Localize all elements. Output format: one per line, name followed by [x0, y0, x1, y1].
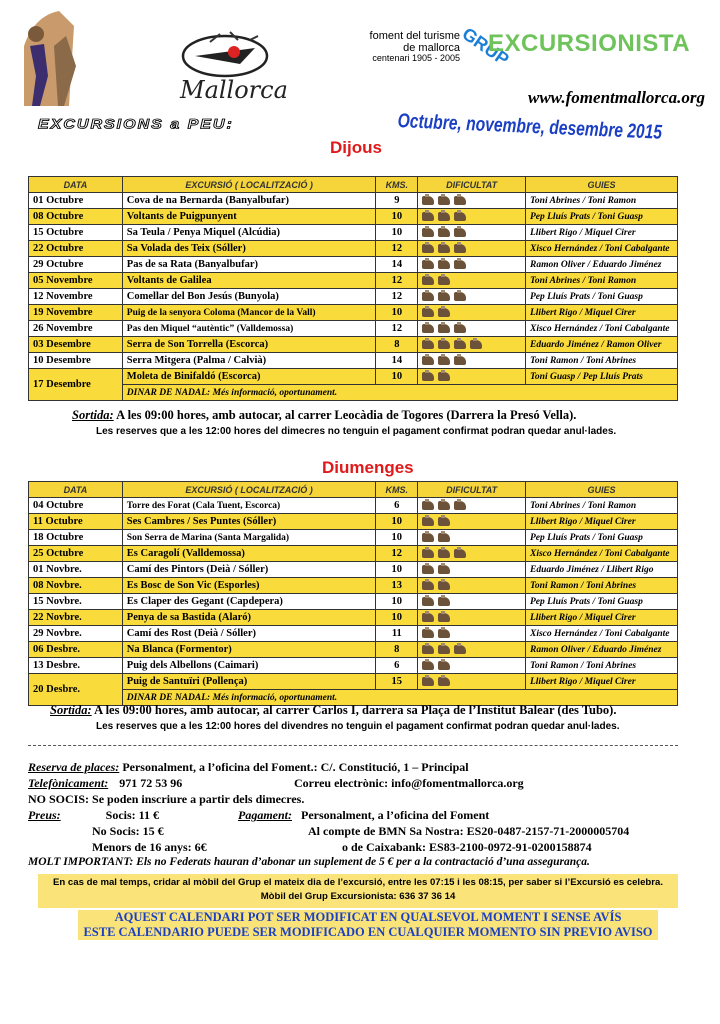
boot-icon [470, 340, 482, 349]
boot-icon [438, 629, 450, 638]
boot-icon [454, 260, 466, 269]
dificultat-cell [418, 498, 526, 514]
excursio-cell: Sa Teula / Penya Miquel (Alcúdia) [122, 225, 376, 241]
col-excursio: EXCURSIÓ ( LOCALITZACIÓ ) [122, 482, 376, 498]
pagament-label: Pagament: [238, 808, 292, 822]
diumenges-heading: Diumenges [322, 458, 414, 477]
boot-icon [422, 533, 434, 542]
excursio-cell: Moleta de Binifaldó (Escorca) [122, 369, 376, 385]
date-cell: 22 Novbre. [29, 610, 123, 626]
table-row [29, 225, 678, 241]
boot-icon [422, 629, 434, 638]
col-guies: GUIES [525, 177, 677, 193]
foment-line2: de mallorca [403, 42, 460, 54]
date-cell: 29 Novbre. [29, 626, 123, 642]
boot-icon [454, 356, 466, 365]
table-row [29, 674, 678, 690]
foment-line1: foment del turisme [369, 30, 460, 42]
table-row [29, 257, 678, 273]
guides-cell: Ramon Oliver / Eduardo Jiménez [525, 642, 677, 658]
boot-icon [438, 292, 450, 301]
boot-icon [422, 645, 434, 654]
boot-icon [422, 340, 434, 349]
boot-icon [438, 533, 450, 542]
email-line [294, 776, 524, 791]
website-link[interactable]: www.fomentmallorca.org [528, 88, 705, 107]
kms-cell: 10 [376, 610, 418, 626]
date-cell: 03 Desembre [29, 337, 123, 353]
hiker-logo-icon [14, 6, 84, 106]
sortida-label: Sortida: [72, 408, 114, 422]
email-label: Correu electrònic: [294, 776, 389, 790]
bmn-account: Al compte de BMN Sa Nostra: ES20-0487-2157-71-2000005704 [308, 824, 630, 838]
guides-cell: Xisco Hernández / Toni Cabalgante [525, 546, 677, 562]
guides-cell: Pep Lluís Prats / Toni Guasp [525, 289, 677, 305]
guides-cell: Pep Lluís Prats / Toni Guasp [525, 530, 677, 546]
table-row [29, 626, 678, 642]
kms-cell: 10 [376, 305, 418, 321]
col-guies: GUIES [525, 482, 677, 498]
boot-icon [438, 565, 450, 574]
boot-icon [422, 356, 434, 365]
excursio-cell: Serra Mitgera (Palma / Calvià) [122, 353, 376, 369]
boot-icon [438, 517, 450, 526]
dificultat-cell [418, 257, 526, 273]
table-row [29, 209, 678, 225]
excursio-cell: Serra de Son Torrella (Escorca) [122, 337, 376, 353]
excursio-cell: Torre des Forat (Cala Tuent, Escorca) [122, 498, 376, 514]
table-row [29, 562, 678, 578]
diumenges-table [28, 481, 678, 706]
important-note: MOLT IMPORTANT: Els no Federats hauran d’abonar un suplement de 5 € per a la contractació d’una assegurança. [28, 856, 590, 868]
date-cell: 13 Desbre. [29, 658, 123, 674]
table-row [29, 337, 678, 353]
table-row [29, 498, 678, 514]
dificultat-cell [418, 578, 526, 594]
excursio-cell: Sa Volada des Teix (Sóller) [122, 241, 376, 257]
excursio-cell: Voltants de Galilea [122, 273, 376, 289]
col-dificultat: DIFICULTAT [418, 482, 526, 498]
kms-cell: 12 [376, 241, 418, 257]
boot-icon [438, 677, 450, 686]
dificultat-cell [418, 674, 526, 690]
reserves-note-diumenges: Les reserves que a les 12:00 hores del divendres no tenguin el pagament confirmat podran quedar anul·lades. [96, 721, 620, 732]
boot-icon [438, 196, 450, 205]
mallorca-logo-icon [150, 26, 300, 106]
page-title: EXCURSIONS a PEU: [38, 117, 234, 132]
guides-cell: Llibert Rigo / Miquel Cirer [525, 305, 677, 321]
date-cell: 01 Octubre [29, 193, 123, 209]
date-cell: 18 Octubre [29, 530, 123, 546]
boot-icon [438, 340, 450, 349]
kms-cell: 12 [376, 546, 418, 562]
kms-cell: 12 [376, 273, 418, 289]
date-cell: 17 Desembre [29, 369, 123, 401]
date-cell: 19 Novembre [29, 305, 123, 321]
kms-cell: 12 [376, 289, 418, 305]
kms-cell: 12 [376, 321, 418, 337]
table-row [29, 546, 678, 562]
kms-cell: 13 [376, 578, 418, 594]
table-row [29, 241, 678, 257]
kms-cell: 6 [376, 498, 418, 514]
guides-cell: Xisco Hernández / Toni Cabalgante [525, 321, 677, 337]
boot-icon [422, 501, 434, 510]
boot-icon [454, 244, 466, 253]
date-cell: 05 Novembre [29, 273, 123, 289]
notice-es: ESTE CALENDARIO PUEDE SER MODIFICADO EN CUALQUIER MOMENTO SIN PREVIO AVISO [83, 925, 653, 939]
date-cell: 15 Novbre. [29, 594, 123, 610]
dificultat-cell [418, 289, 526, 305]
excursio-cell: Camí des Rost (Deià / Sóller) [122, 626, 376, 642]
boot-icon [454, 549, 466, 558]
col-data: DATA [29, 482, 123, 498]
excursio-cell: Puig dels Albellons (Caimari) [122, 658, 376, 674]
date-cell: 08 Novbre. [29, 578, 123, 594]
guides-cell: Toni Ramon / Toni Abrines [525, 353, 677, 369]
table-header [29, 177, 678, 193]
tel-label: Telefònicament: [28, 776, 109, 790]
dijous-heading: Dijous [330, 138, 382, 157]
sortida-diumenges [50, 703, 616, 718]
tel-number: 971 72 53 96 [119, 776, 183, 790]
tel-line [28, 776, 182, 791]
table-row [29, 353, 678, 369]
nadal-note: DINAR DE NADAL: Més informació, oportunament. [122, 385, 677, 401]
excursio-cell: Ses Cambres / Ses Puntes (Sóller) [122, 514, 376, 530]
boot-icon [438, 356, 450, 365]
notice-ca: AQUEST CALENDARI POT SER MODIFICAT EN QUALSEVOL MOMENT I SENSE AVÍS [114, 910, 622, 924]
boot-icon [422, 244, 434, 253]
col-kms: KMS. [376, 177, 418, 193]
date-cell: 29 Octubre [29, 257, 123, 273]
reserva-line [28, 760, 469, 775]
boot-icon [422, 372, 434, 381]
date-cell: 26 Novembre [29, 321, 123, 337]
excursio-cell: Pas de sa Rata (Banyalbufar) [122, 257, 376, 273]
table-header [29, 482, 678, 498]
sortida-label: Sortida: [50, 703, 92, 717]
excursio-cell: Voltants de Puigpunyent [122, 209, 376, 225]
boot-icon [454, 212, 466, 221]
dificultat-cell [418, 209, 526, 225]
excursio-cell: Puig de la senyora Coloma (Mancor de la Vall) [122, 305, 376, 321]
excursio-cell: Na Blanca (Formentor) [122, 642, 376, 658]
dificultat-cell [418, 273, 526, 289]
excursio-cell: Pas den Miquel “autèntic” (Valldemossa) [122, 321, 376, 337]
kms-cell: 11 [376, 626, 418, 642]
boot-icon [438, 372, 450, 381]
boot-icon [454, 292, 466, 301]
sortida-text: A les 09:00 hores, amb autocar, al carrer Carlos I, darrera sa Plaça de l’Institut Balear (des Tubo). [94, 703, 617, 717]
weather-line1: En cas de mal temps, cridar al mòbil del Grup el mateix dia de l’excursió, entre les 07:15 i les 08:15, per saber si l’Excursió es celebra. [52, 877, 664, 888]
modification-notice [78, 910, 658, 940]
boot-icon [422, 308, 434, 317]
dificultat-cell [418, 546, 526, 562]
table-row [29, 530, 678, 546]
weather-line2: Mòbil del Grup Excursionista: 636 37 36 14 [260, 891, 456, 902]
boot-icon [438, 260, 450, 269]
date-cell: 10 Desembre [29, 353, 123, 369]
guides-cell: Llibert Rigo / Miquel Cirer [525, 225, 677, 241]
guides-cell: Ramon Oliver / Eduardo Jiménez [525, 257, 677, 273]
boot-icon [454, 340, 466, 349]
col-kms: KMS. [376, 482, 418, 498]
kms-cell: 8 [376, 337, 418, 353]
boot-icon [438, 244, 450, 253]
table-row [29, 658, 678, 674]
dificultat-cell [418, 241, 526, 257]
excursio-cell: Cova de na Bernarda (Banyalbufar) [122, 193, 376, 209]
boot-icon [438, 501, 450, 510]
date-cell: 04 Octubre [29, 498, 123, 514]
guides-cell: Xisco Hernández / Toni Cabalgante [525, 241, 677, 257]
guides-cell: Toni Abrines / Toni Ramon [525, 273, 677, 289]
table-row [29, 514, 678, 530]
guides-cell: Eduardo Jiménez / Llibert Rigo [525, 562, 677, 578]
guides-cell: Xisco Hernández / Toni Cabalgante [525, 626, 677, 642]
boot-icon [438, 549, 450, 558]
guides-cell: Llibert Rigo / Miquel Cirer [525, 514, 677, 530]
col-excursio: EXCURSIÓ ( LOCALITZACIÓ ) [122, 177, 376, 193]
col-data: DATA [29, 177, 123, 193]
pagament-line [238, 808, 489, 823]
guides-cell: Llibert Rigo / Miquel Cirer [525, 674, 677, 690]
svg-text:Mallorca: Mallorca [180, 76, 288, 104]
date-cell: 01 Novbre. [29, 562, 123, 578]
excursio-cell: Son Serra de Marina (Santa Margalida) [122, 530, 376, 546]
foment-line3: centenari 1905 - 2005 [372, 53, 460, 63]
boot-icon [454, 324, 466, 333]
boot-icon [422, 228, 434, 237]
boot-icon [438, 324, 450, 333]
nosocis-line: NO SOCIS: Se poden inscriure a partir dels dimecres. [28, 792, 305, 806]
dificultat-cell [418, 594, 526, 610]
preus-label: Preus: [28, 808, 61, 822]
excursio-cell: Es Caragolí (Valldemossa) [122, 546, 376, 562]
boot-icon [438, 581, 450, 590]
boot-icon [454, 228, 466, 237]
grup-logo [436, 23, 513, 106]
guides-cell: Pep Lluís Prats / Toni Guasp [525, 594, 677, 610]
divider [28, 745, 678, 746]
svg-text:GRUP: GRUP [458, 23, 513, 70]
date-cell: 22 Octubre [29, 241, 123, 257]
boot-icon [422, 677, 434, 686]
reserva-label: Reserva de places: [28, 760, 120, 774]
guides-cell: Toni Abrines / Toni Ramon [525, 193, 677, 209]
dificultat-cell [418, 626, 526, 642]
boot-icon [422, 549, 434, 558]
caixabank-account: o de Caixabank: ES83-2100-0972-91-0200158874 [342, 840, 592, 854]
reserva-text: Personalment, a l’oficina del Foment.: C/. Constitució, 1 – Principal [122, 760, 469, 774]
kms-cell: 6 [376, 658, 418, 674]
table-row [29, 610, 678, 626]
boot-icon [438, 212, 450, 221]
date-cell: 12 Novembre [29, 289, 123, 305]
guides-cell: Toni Guasp / Pep Lluís Prats [525, 369, 677, 385]
kms-cell: 9 [376, 193, 418, 209]
boot-icon [438, 597, 450, 606]
kms-cell: 10 [376, 369, 418, 385]
kms-cell: 10 [376, 514, 418, 530]
excursio-cell: Camí des Pintors (Deià / Sóller) [122, 562, 376, 578]
email-link[interactable]: info@fomentmallorca.org [391, 776, 524, 790]
dificultat-cell [418, 514, 526, 530]
boot-icon [454, 501, 466, 510]
preus-line [28, 808, 159, 823]
excursio-cell: Penya de sa Bastida (Alaró) [122, 610, 376, 626]
kms-cell: 15 [376, 674, 418, 690]
table-row [29, 273, 678, 289]
sortida-text: A les 09:00 hores, amb autocar, al carrer Leocàdia de Togores (Darrera la Presó Vella). [116, 408, 577, 422]
boot-icon [454, 196, 466, 205]
excursio-cell: Es Claper des Gegant (Capdepera) [122, 594, 376, 610]
dificultat-cell [418, 225, 526, 241]
kms-cell: 10 [376, 209, 418, 225]
sortida-dijous [72, 408, 576, 423]
nadal-row [29, 385, 678, 401]
dificultat-cell [418, 321, 526, 337]
dificultat-cell [418, 369, 526, 385]
guides-cell: Toni Abrines / Toni Ramon [525, 498, 677, 514]
dificultat-cell [418, 353, 526, 369]
boot-icon [438, 228, 450, 237]
excursio-cell: Comellar del Bon Jesús (Bunyola) [122, 289, 376, 305]
guides-cell: Pep Lluís Prats / Toni Guasp [525, 209, 677, 225]
boot-icon [422, 212, 434, 221]
date-cell: 08 Octubre [29, 209, 123, 225]
date-cell: 25 Octubre [29, 546, 123, 562]
table-row [29, 594, 678, 610]
boot-icon [422, 276, 434, 285]
dijous-table [28, 176, 678, 401]
kms-cell: 10 [376, 594, 418, 610]
boot-icon [422, 260, 434, 269]
boot-icon [422, 324, 434, 333]
date-cell: 11 Octubre [29, 514, 123, 530]
guides-cell: Toni Ramon / Toni Abrines [525, 578, 677, 594]
boot-icon [422, 613, 434, 622]
table-row [29, 369, 678, 385]
boot-icon [438, 308, 450, 317]
dificultat-cell [418, 193, 526, 209]
date-cell: 15 Octubre [29, 225, 123, 241]
preu-menors: Menors de 16 anys: 6€ [92, 840, 207, 854]
boot-icon [422, 196, 434, 205]
excursio-cell: Puig de Santuïri (Pollença) [122, 674, 376, 690]
date-cell: 06 Desbre. [29, 642, 123, 658]
table-row [29, 305, 678, 321]
boot-icon [438, 613, 450, 622]
boot-icon [422, 581, 434, 590]
boot-icon [422, 517, 434, 526]
kms-cell: 10 [376, 225, 418, 241]
kms-cell: 14 [376, 257, 418, 273]
dificultat-cell [418, 530, 526, 546]
dificultat-cell [418, 337, 526, 353]
period-title: Octubre, novembre, desembre 2015 [397, 110, 663, 144]
boot-icon [422, 565, 434, 574]
guides-cell: Llibert Rigo / Miquel Cirer [525, 610, 677, 626]
boot-icon [422, 661, 434, 670]
date-cell: 20 Desbre. [29, 674, 123, 706]
guides-cell: Toni Ramon / Toni Abrines [525, 658, 677, 674]
table-row [29, 289, 678, 305]
kms-cell: 10 [376, 562, 418, 578]
table-row [29, 321, 678, 337]
dificultat-cell [418, 562, 526, 578]
boot-icon [438, 661, 450, 670]
col-dificultat: DIFICULTAT [418, 177, 526, 193]
kms-cell: 8 [376, 642, 418, 658]
reserves-note-dijous: Les reserves que a les 12:00 hores del dimecres no tenguin el pagament confirmat podran quedar anul·lades. [96, 426, 617, 437]
preu-socis: Socis: 11 € [105, 808, 160, 822]
kms-cell: 14 [376, 353, 418, 369]
boot-icon [454, 645, 466, 654]
dificultat-cell [418, 642, 526, 658]
table-row [29, 642, 678, 658]
boot-icon [438, 645, 450, 654]
table-row [29, 193, 678, 209]
weather-notice [38, 874, 678, 908]
dificultat-cell [418, 610, 526, 626]
excursio-cell: Es Bosc de Son Vic (Esporles) [122, 578, 376, 594]
dificultat-cell [418, 658, 526, 674]
pagament-text: Personalment, a l’oficina del Foment [301, 808, 490, 822]
guides-cell: Eduardo Jiménez / Ramon Oliver [525, 337, 677, 353]
excursionista-title: EXCURSIONISTA [488, 30, 691, 57]
kms-cell: 10 [376, 530, 418, 546]
boot-icon [438, 276, 450, 285]
boot-icon [422, 292, 434, 301]
boot-icon [422, 597, 434, 606]
preu-nosocis: No Socis: 15 € [92, 824, 164, 838]
nadal-note: DINAR DE NADAL: Més informació, oportunament. [122, 690, 677, 706]
dificultat-cell [418, 305, 526, 321]
table-row [29, 578, 678, 594]
